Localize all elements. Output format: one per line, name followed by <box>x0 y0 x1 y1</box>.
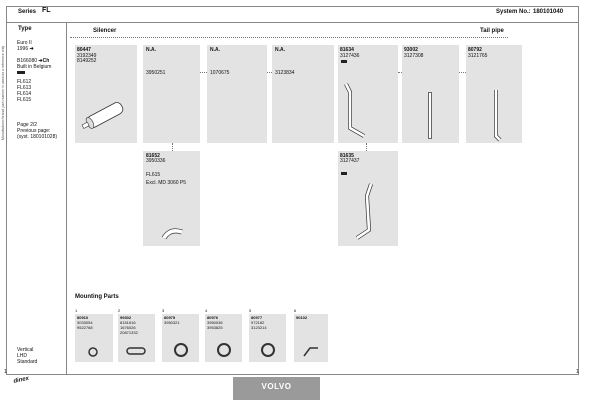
part-ref: 3192349 <box>77 53 97 59</box>
euro-norm: Euro II <box>17 40 32 46</box>
mount-code: 80910 <box>77 315 89 320</box>
connector <box>267 72 272 73</box>
mount-num: 3 <box>162 308 165 313</box>
silencer-image <box>80 95 130 135</box>
built-from: B166080 ➜Ch <box>17 58 50 64</box>
section-divider <box>70 37 508 38</box>
left-column <box>6 23 67 375</box>
bent-pipe-image <box>340 78 380 143</box>
mount-ref: 3953825 <box>207 325 223 330</box>
bracket-image <box>302 346 320 358</box>
mount-num: 6 <box>294 308 297 313</box>
part-code: 81634 <box>340 47 354 53</box>
mount-num: 5 <box>249 308 252 313</box>
part-ref: 1070675 <box>210 70 230 76</box>
clamp-image <box>213 341 235 359</box>
part-card-4 <box>272 45 334 143</box>
mount-ref: 972182 <box>251 320 265 325</box>
system-label: System No.: <box>496 9 531 15</box>
connector <box>459 72 466 73</box>
mount-ref: 9522768 <box>77 325 93 330</box>
connector <box>172 143 173 151</box>
mount-ref: 20871332 <box>120 330 138 335</box>
dinex-logo: dinex <box>13 375 30 385</box>
series-value: FL <box>42 7 51 14</box>
previous-system-ref: (syst. 180101028) <box>17 134 58 140</box>
mount-num: 2 <box>118 308 121 313</box>
part-ref: 3127308 <box>404 53 424 59</box>
mount-code: 90102 <box>296 315 308 320</box>
mount-ref: 3033054 <box>77 320 93 325</box>
connector <box>366 143 367 151</box>
footer-vertical: Vertical <box>17 347 34 353</box>
clamp-image <box>257 341 279 359</box>
mount-ref: 3950036 <box>207 320 223 325</box>
tailpipe-image <box>486 88 506 143</box>
connector <box>200 72 207 73</box>
part-code: 81652 <box>146 153 160 159</box>
footer-lhd: LHD <box>17 353 28 359</box>
mount-ref: 3950321 <box>164 320 180 325</box>
model-1: FL612 <box>17 79 32 85</box>
type-label: Type <box>18 26 32 32</box>
part-ref: 3950336 <box>146 158 166 164</box>
mount-code: 99302 <box>120 315 132 320</box>
engine-icon <box>17 71 25 74</box>
footer-standard: Standard <box>17 359 38 365</box>
page-number: Page 2/2 <box>17 122 38 128</box>
model-4: FL615 <box>17 97 32 103</box>
arrow-right-icon: ➜ <box>29 46 34 52</box>
mount-num: 1 <box>75 308 78 313</box>
clamp-image <box>85 345 101 357</box>
page-left-number: 1 <box>4 369 7 375</box>
part-card-2 <box>143 45 200 143</box>
series-label: Series <box>18 9 37 15</box>
previous-page-label: Previous page: <box>17 128 51 134</box>
mounting-title: Mounting Parts <box>75 294 119 300</box>
page-right-number: 1 <box>576 369 579 375</box>
year: 1996 ➜ <box>17 46 34 52</box>
mount-code: 80977 <box>251 315 263 320</box>
part-ref: 3950251 <box>146 70 166 76</box>
part-ref: 3127437 <box>340 158 360 164</box>
mount-num: 4 <box>205 308 208 313</box>
straight-pipe-image <box>428 92 432 139</box>
silencer-label: Silencer <box>93 28 117 34</box>
part-note: FL615 <box>146 172 161 178</box>
part-card-3 <box>207 45 267 143</box>
side-note: Manufacturer/brand: part number is used as a reference only <box>1 45 5 140</box>
tailpipe-label: Tail pipe <box>480 28 504 34</box>
part-code: 80792 <box>468 47 482 53</box>
clamp-image <box>125 345 147 357</box>
part-code: 93002 <box>404 47 418 53</box>
part-ref: 3127436 <box>340 53 360 59</box>
clamp-image <box>170 341 192 359</box>
part-code: 80447 <box>77 47 91 53</box>
part-note: Excl. MD 3060 P5 <box>146 180 187 186</box>
built-in: Built in Belgium <box>17 64 52 70</box>
model-3: FL614 <box>17 91 32 97</box>
connector <box>398 72 402 73</box>
mount-code: 80975 <box>164 315 176 320</box>
model-2: FL613 <box>17 85 32 91</box>
mount-ref: 8151616 <box>120 320 136 325</box>
part-code: N.A. <box>146 47 156 53</box>
mount-ref: 1676026 <box>120 325 136 330</box>
part-code: 81635 <box>340 153 354 159</box>
system-value: 180101040 <box>533 9 564 15</box>
mount-ref: 3123214 <box>251 325 267 330</box>
engine-icon <box>341 172 347 175</box>
hose-image <box>160 224 188 244</box>
part-ref: 3121765 <box>468 53 488 59</box>
engine-icon <box>341 60 347 63</box>
bent-pipe-image <box>345 180 385 244</box>
make-label: VOLVO <box>261 382 292 391</box>
part-code: N.A. <box>275 47 285 53</box>
part-ref: 3123834 <box>275 70 295 76</box>
header-bar <box>6 6 579 23</box>
part-code: N.A. <box>210 47 220 53</box>
part-ref: 8149252 <box>77 58 97 64</box>
mount-code: 80976 <box>207 315 219 320</box>
